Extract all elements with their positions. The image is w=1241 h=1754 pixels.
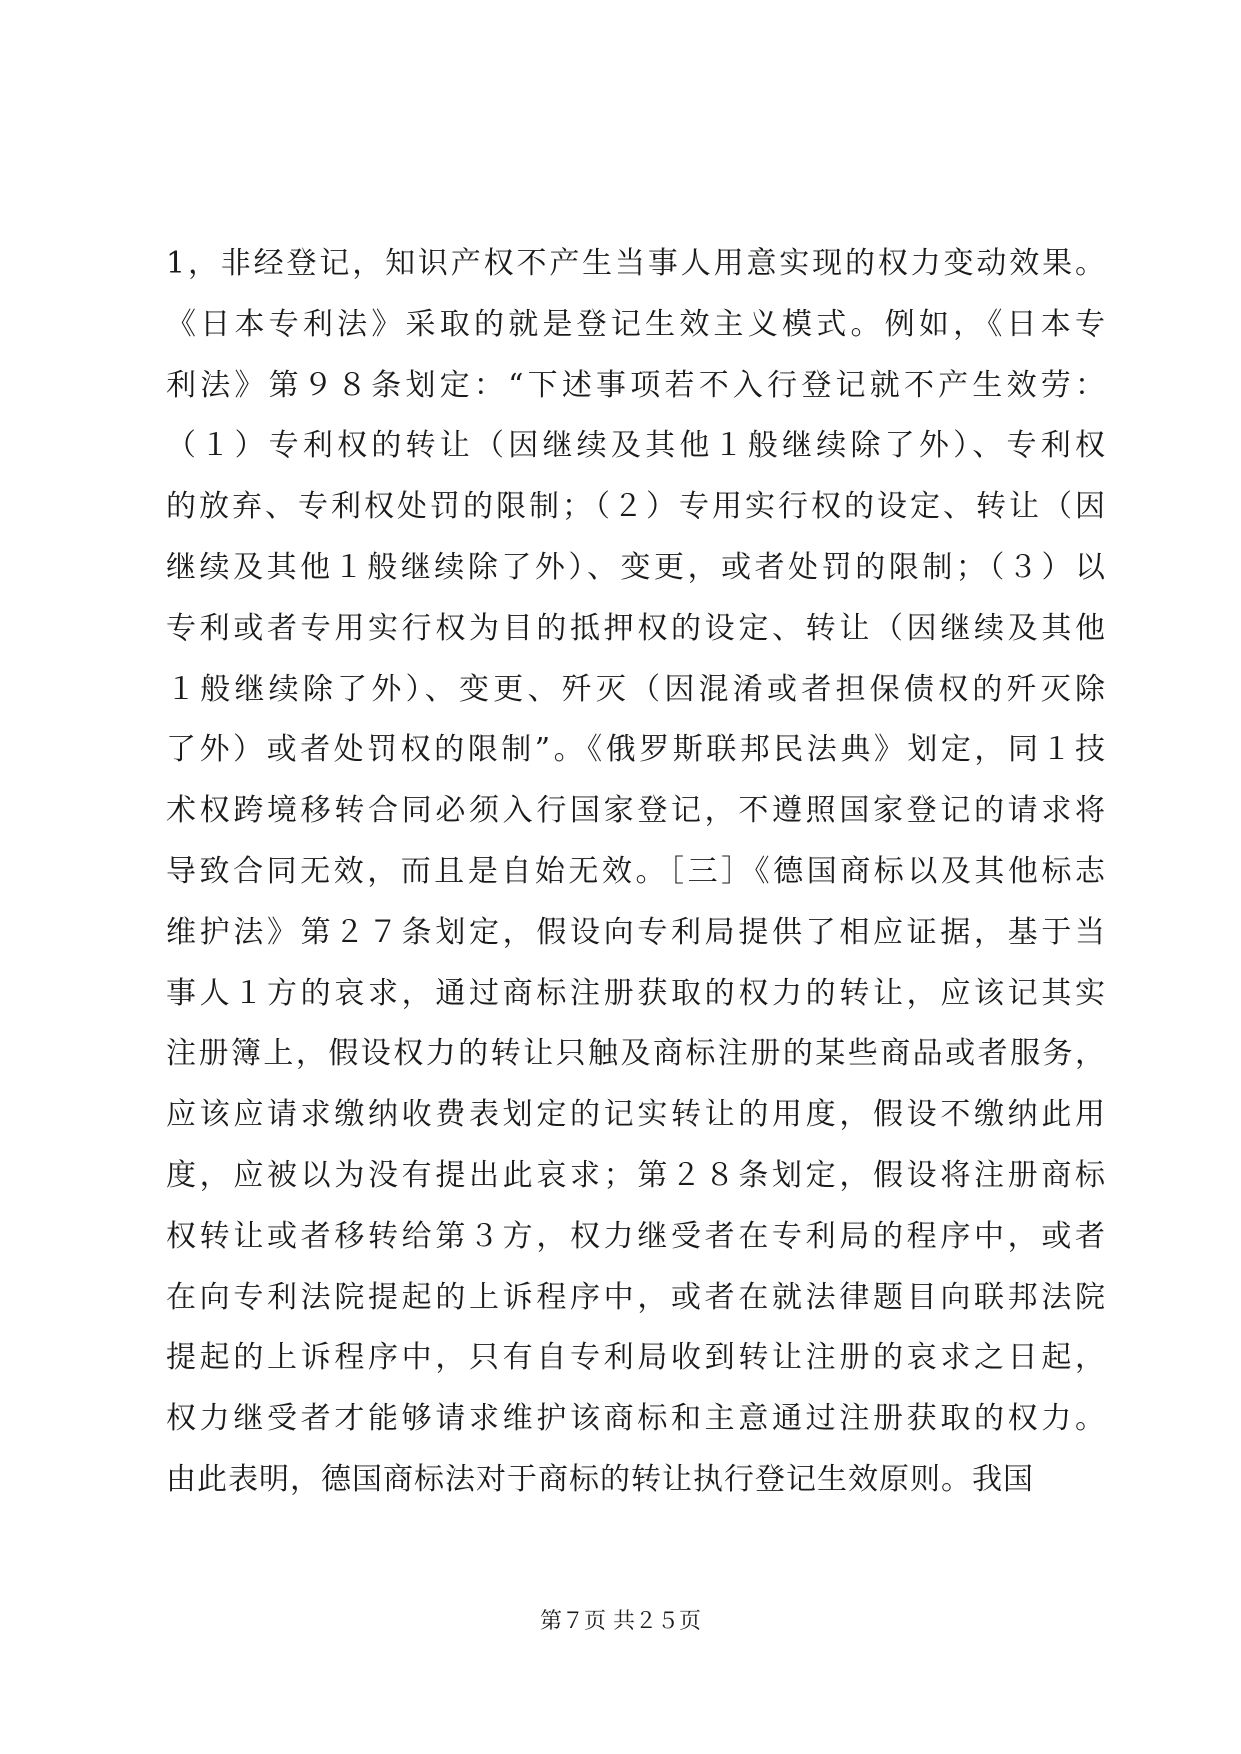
- text-line: 的放弃、专利权处罚的限制；（２）专用实行权的设定、转让（因: [166, 489, 1106, 525]
- text-line: 事人１方的哀求，通过商标注册获取的权力的转让，应该记其实: [166, 975, 1106, 1011]
- text-line: 注册簿上，假设权力的转让只触及商标注册的某些商品或者服务，: [166, 1036, 1106, 1072]
- text-line: 维护法》第２７条划定，假设向专利局提供了相应证据，基于当: [166, 914, 1106, 950]
- text-line: 由此表明，德国商标法对于商标的转让执行登记生效原则。我国: [166, 1461, 1034, 1497]
- text-line: 导致合同无效，而且是自始无效。［三］《德国商标以及其他标志: [166, 853, 1106, 889]
- text-line: 术权跨境移转合同必须入行国家登记，不遵照国家登记的请求将: [166, 793, 1106, 829]
- text-line: 1，非经登记，知识产权不产生当事人用意实现的权力变动效果。: [166, 246, 1106, 281]
- text-line: 度，应被以为没有提出此哀求；第２８条划定，假设将注册商标: [166, 1157, 1106, 1193]
- text-line: 提起的上诉程序中，只有自专利局收到转让注册的哀求之日起，: [166, 1340, 1106, 1376]
- text-line: 权力继受者才能够请求维护该商标和主意通过注册获取的权力。: [166, 1401, 1106, 1437]
- text-line: 《日本专利法》采取的就是登记生效主义模式。例如，《日本专: [166, 306, 1106, 342]
- page-number-footer: 第７页 共２５页: [540, 1609, 701, 1634]
- text-line: 利法》第９８条划定：“下述事项若不入行登记就不产生效劳：: [166, 367, 1106, 403]
- text-line: 权转让或者移转给第３方，权力继受者在专利局的程序中，或者: [166, 1218, 1106, 1254]
- text-line: （１）专利权的转让（因继续及其他１般继续除了外）、专利权: [166, 428, 1106, 464]
- body-text: [166, 234, 1106, 1511]
- text-line: 了外）或者处罚权的限制”。《俄罗斯联邦民法典》划定，同１技: [166, 732, 1106, 768]
- text-line: 应该应请求缴纳收费表划定的记实转让的用度，假设不缴纳此用: [166, 1097, 1106, 1133]
- text-line: １般继续除了外）、变更、歼灭（因混淆或者担保债权的歼灭除: [166, 671, 1106, 707]
- text-line: 专利或者专用实行权为目的抵押权的设定、转让（因继续及其他: [166, 610, 1106, 646]
- text-line: 在向专利法院提起的上诉程序中，或者在就法律题目向联邦法院: [166, 1279, 1106, 1315]
- text-line: 继续及其他１般继续除了外）、变更，或者处罚的限制；（３）以: [166, 549, 1106, 585]
